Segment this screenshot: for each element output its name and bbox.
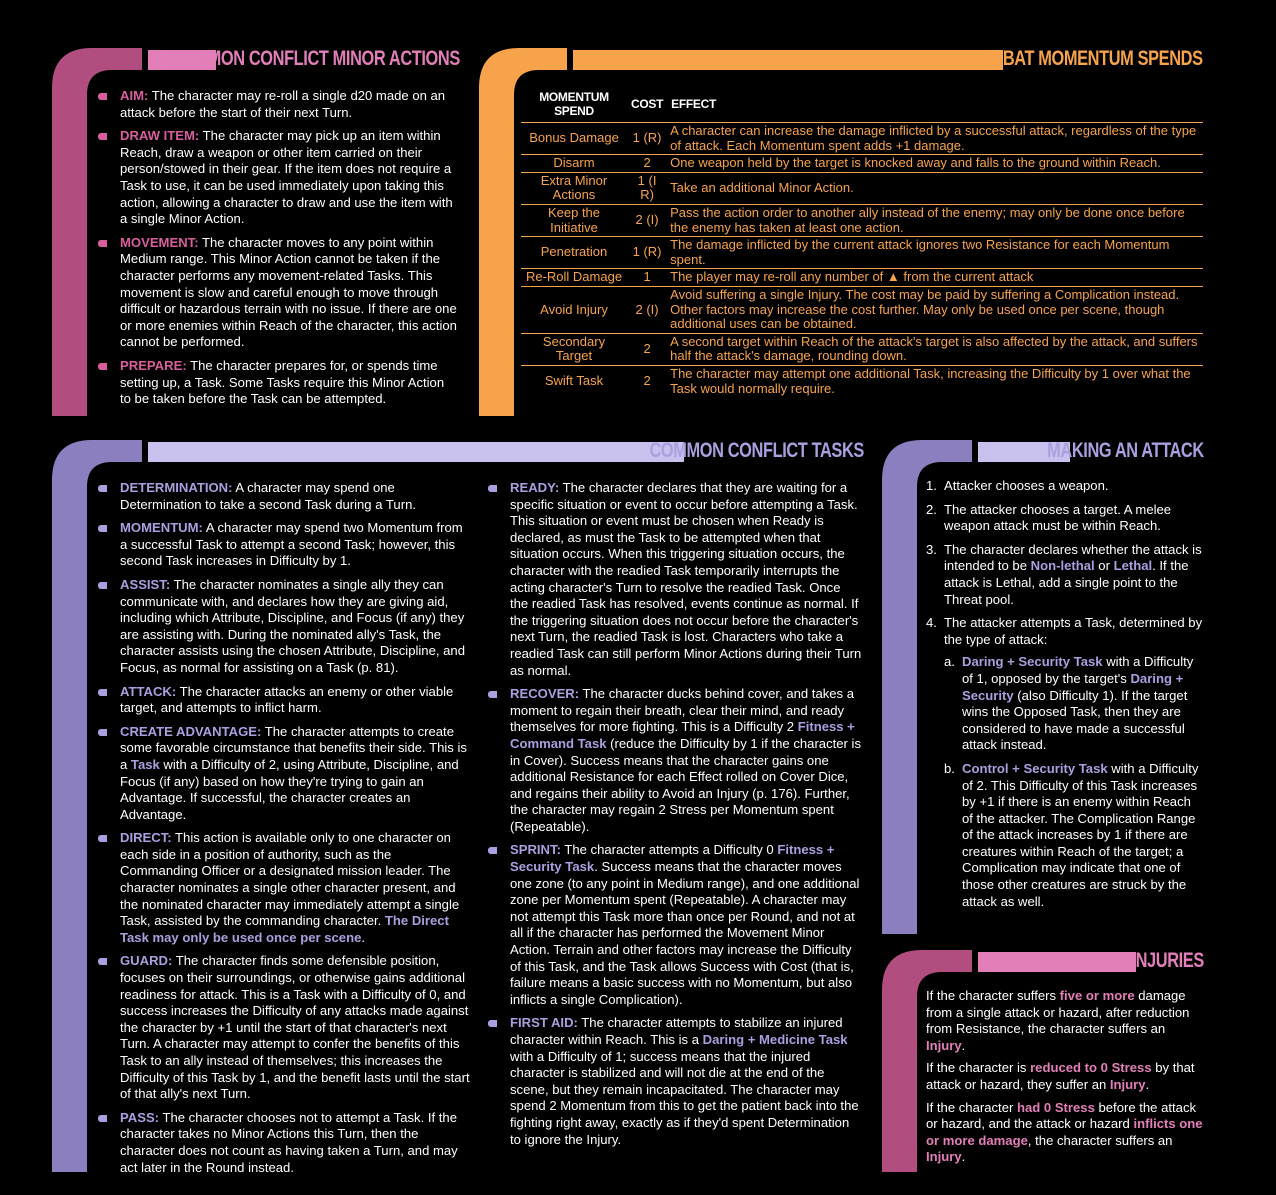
momentum-cost: 1 (R) [627, 123, 667, 155]
conflict-tasks-right-column [488, 480, 862, 1155]
conflict-task-item [98, 724, 472, 824]
conflict-task-name: READY: [510, 480, 560, 495]
momentum-cost: 2 [627, 155, 667, 173]
highlight-text: reduced to 0 Stress [1030, 1060, 1152, 1076]
body-text: with a Difficulty of 1; success means that the injured character is stabilized and will not die at the end of the scene, but they remain incapacitated. The character may spend 2 Momentum from this to get the patient back into the fighting right away, exactly as if they'd spent Determination to ignore the Injury. [510, 1048, 859, 1147]
body-text: This action is available only to one character on each side in a position of authority, such as the Commanding Officer or a designated mission leader. The character nominates a single other character present, and the nominated character may immediately attempt a single Task, assisted by the commanding character. [120, 830, 460, 929]
bullet-icon [98, 729, 107, 736]
body-text: . [1145, 1076, 1150, 1092]
momentum-effect: A character can increase the damage inflicted by a successful attack, regardless of the type of attack. Each Momentum spent adds +1 damage. [667, 123, 1203, 155]
momentum-spends-panel [479, 48, 1205, 416]
conflict-task-item [98, 953, 472, 1102]
conflict-task-item [98, 830, 472, 946]
bullet-icon [488, 691, 497, 698]
bullet-icon [98, 133, 107, 140]
bullet-icon [98, 1115, 107, 1122]
minor-actions-title: COMMON CONFLICT MINOR ACTIONS [170, 47, 460, 70]
injuries-body [926, 988, 1204, 1172]
attack-step-number: 1. [926, 478, 937, 493]
conflict-tasks-title: COMMON CONFLICT TASKS [649, 439, 864, 462]
body-text: or [1094, 558, 1114, 574]
conflict-task-item [488, 480, 862, 679]
minor-action-text: The character may pick up an item within Reach, draw a weapon or other item carried on their person/stowed in their gear. If the item does not require a Task to use, it can be used immediately upon taking this action, allowing a character to draw and use the item with a single Minor Action. [120, 128, 453, 227]
conflict-task-item [488, 686, 862, 835]
conflict-task-item [98, 520, 472, 570]
bullet-icon [98, 363, 107, 370]
conflict-task-item [98, 577, 472, 677]
highlight-text: Daring + Security Task [962, 654, 1103, 670]
injuries-title: INJURIES [1131, 949, 1204, 972]
injuries-panel [882, 950, 1206, 1172]
momentum-header-cost: COST [631, 97, 664, 111]
bullet-icon [488, 1020, 497, 1027]
attack-substep-letter: b. [944, 760, 955, 776]
momentum-row [521, 333, 1203, 365]
momentum-effect: The player may re-roll any number of ▲ from the current attack [667, 269, 1203, 287]
body-text: The attacker chooses a target. A melee weapon attack must be within Reach. [944, 501, 1172, 534]
momentum-row [521, 269, 1203, 287]
minor-action-item [98, 88, 458, 121]
momentum-spend-name: Extra Minor Actions [521, 172, 627, 204]
momentum-effect: The damage inflicted by the current attack ignores two Resistance for each Momentum spent. [667, 237, 1203, 269]
momentum-effect: The character may attempt one additional Task, increasing the Difficulty by 1 over what the Task would normally require. [667, 365, 1203, 397]
body-text: The character finds some defensible position, focuses on their surroundings, or otherwise gains additional readiness for attack. This is a Task with a Difficulty of 0, and success increases the Difficulty of any attacks made against the character by +1 until the start of that character's next Turn. A character may attempt to confer the benefits of this Task to an ally instead of themselves; this increases the Difficulty of this Task by 1, and the benefit lasts until the start of that ally's next Turn. [120, 953, 470, 1102]
attack-substep [944, 654, 1204, 754]
body-text: (reduce the Difficulty by 1 if the character is in Cover). Success means that the character gains one additional Resistance for each Effect rolled on Cover Dice, and regains their ability to Avoid an Injury (p. 176). Further, the character may regain 2 Stress per Momentum spent (Repeatable). [510, 735, 862, 834]
momentum-table [521, 88, 1203, 397]
body-text: The character ducks behind cover, and takes a moment to regain their breath, clear their mind, and ready themselves for more fighting. This is a Difficulty 2 [510, 686, 855, 735]
momentum-header-spend: MOMENTUM SPEND [539, 90, 609, 118]
conflict-task-name: FIRST AID: [510, 1015, 578, 1031]
highlight-text: The Direct Task may only be used once per scene [120, 913, 449, 945]
bullet-icon [98, 689, 107, 696]
momentum-row [521, 155, 1203, 173]
attack-step-number: 4. [926, 615, 937, 631]
making-attack-title: MAKING AN ATTACK [1047, 439, 1204, 462]
bullet-icon [488, 847, 497, 854]
conflict-task-item [98, 684, 472, 717]
conflict-task-name: SPRINT: [510, 842, 561, 858]
body-text: Attacker chooses a weapon. [944, 478, 1109, 493]
body-text: The character attempts to stabilize an injured character within Reach. This is a [510, 1015, 843, 1047]
body-text: (also Difficulty 1). If the target wins the Opposed Task, then they are considered to have made a successful attack instead. [962, 687, 1188, 753]
momentum-table-wrap [521, 88, 1203, 397]
body-text: by that attack or hazard, they suffer an [926, 1060, 1195, 1092]
conflict-task-item [98, 480, 472, 513]
conflict-task-name: DETERMINATION: [120, 480, 233, 495]
attack-step-number: 2. [926, 501, 937, 517]
momentum-effect: Take an additional Minor Action. [667, 172, 1203, 204]
minor-action-name: DRAW ITEM: [120, 128, 200, 144]
body-text: with a Difficulty of 2. This Difficulty of this Task increases by +1 if there is an enemy within Reach of the attacker. The Complication Range of the attack increases by 1 if there are creatures within Reach of the target; a Complication may indicate that one of those other creatures are struck by the attack as well. [962, 760, 1199, 909]
body-text: . [961, 1037, 966, 1053]
minor-action-item [98, 358, 458, 408]
conflict-task-name: ATTACK: [120, 683, 177, 699]
attack-step-list [926, 478, 1204, 910]
minor-action-text: The character prepares for, or spends time setting up, a Task. Some Tasks require this Minor Action to be taken before the Task can be attempted. [120, 357, 445, 407]
body-text: with a Difficulty of 2, using Attribute, Discipline, and Focus (if any) based on how they're trying to gain an Advantage. If successful, the character creates an Advantage. [120, 756, 459, 822]
momentum-spend-name: Secondary Target [521, 333, 627, 365]
body-text: The character declares whether the attack is intended to be [944, 541, 1202, 574]
highlight-text: Daring + Security [962, 670, 1184, 703]
momentum-spend-name: Re-Roll Damage [521, 269, 627, 287]
body-text: The character chooses not to attempt a Task. If the character takes no Minor Actions this Turn, then the character does not count as having taken a Turn, and may act later in the Round instead. [120, 1109, 458, 1175]
minor-action-text: The character moves to any point within Medium range. This Minor Action cannot be taken if the character performs any movement-related Tasks. This movement is slow and careful enough to move through difficult or hazardous terrain with no issue. If there are one or more enemies within Reach of the character, this action cannot be performed. [120, 234, 457, 350]
minor-actions-items [98, 88, 458, 408]
highlight-text: inflicts one or more damage [926, 1116, 1203, 1148]
momentum-effect: Pass the action order to another ally instead of the enemy; may only be done once before the enemy has taken at least one action. [667, 204, 1203, 236]
body-text: . [961, 1149, 966, 1165]
momentum-spend-name: Bonus Damage [521, 123, 627, 155]
momentum-spend-name: Swift Task [521, 365, 627, 397]
momentum-spend-name: Avoid Injury [521, 286, 627, 333]
conflict-task-name: PASS: [120, 1109, 160, 1125]
injury-rule [926, 988, 1204, 1054]
body-text: A character may spend two Momentum from a successful Task to attempt a second Task; however, this second Task increases in Difficulty by 1. [120, 520, 463, 569]
body-text: damage from a single attack or hazard, after reduction from Resistance, the character suffers an [926, 988, 1190, 1037]
momentum-cost: 1 (I R) [627, 172, 667, 204]
minor-actions-list [98, 88, 458, 415]
minor-action-name: MOVEMENT: [120, 234, 199, 250]
bullet-icon [98, 525, 107, 532]
body-text: The character nominates a single ally they can communicate with, and declares how they are giving aid, including which Attribute, Discipline, and Focus (if any) they are assisting with. During the nominated ally's Task, the character assists using the chosen Attribute, Discipline, and Focus, as normal for assisting on a Task (p. 81). [120, 576, 465, 675]
momentum-row [521, 123, 1203, 155]
minor-actions-panel [52, 48, 472, 416]
momentum-effect: A second target within Reach of the attack's target is also affected by the attack, and suffers half the attack's damage, rounding down. [667, 333, 1203, 365]
highlight-text: Injury [926, 1149, 962, 1165]
highlight-text: Daring + Medicine Task [702, 1032, 848, 1047]
minor-action-text: The character may re-roll a single d20 made on an attack before the start of their next Turn. [120, 88, 446, 120]
body-text: The attacker attempts a Task, determined by the type of attack: [944, 615, 1203, 647]
bullet-icon [98, 485, 107, 492]
body-text: before the attack or hazard, and the attack or hazard [926, 1099, 1197, 1132]
momentum-cost: 1 (R) [627, 237, 667, 269]
injury-rule [926, 1060, 1204, 1093]
body-text: The character attacks an enemy or other viable target, and attempts to inflict harm. [120, 683, 454, 716]
bullet-icon [98, 835, 107, 842]
bullet-icon [488, 485, 497, 492]
highlight-text: Injury [926, 1037, 962, 1053]
conflict-tasks-panel [52, 439, 868, 1175]
attack-step [926, 542, 1204, 608]
body-text: The character attempts to create some favorable circumstance that benefits their side. This is a [120, 723, 467, 772]
highlight-text: had 0 Stress [1016, 1099, 1095, 1115]
minor-action-item [98, 235, 458, 351]
conflict-task-name: MOMENTUM: [120, 520, 203, 536]
highlight-text: Injury [1109, 1076, 1146, 1092]
momentum-effect: Avoid suffering a single Injury. The cost may be paid by suffering a Complication instead. Other factors may increase the cost further. May only be used once per scene, though additional uses can be obtained. [667, 286, 1203, 333]
body-text: A character may spend one Determination to take a second Task during a Turn. [120, 480, 416, 512]
attack-step [926, 615, 1204, 910]
conflict-task-name: RECOVER: [510, 686, 580, 702]
body-text: , the character suffers an [1027, 1132, 1173, 1148]
making-attack-panel [882, 440, 1206, 934]
highlight-text: Task [130, 756, 160, 772]
body-text: The character attempts a Difficulty 0 [560, 842, 778, 858]
conflict-task-item [488, 842, 862, 1008]
body-text: . [361, 929, 366, 945]
momentum-title: COMBAT MOMENTUM SPENDS [966, 47, 1203, 70]
minor-action-item [98, 128, 458, 228]
highlight-text: five or more [1059, 988, 1135, 1003]
momentum-cost: 2 [627, 365, 667, 397]
conflict-task-items [98, 480, 472, 1176]
momentum-effect: One weapon held by the target is knocked away and falls to the ground within Reach. [667, 155, 1203, 173]
attack-substep [944, 761, 1204, 910]
momentum-spend-name: Penetration [521, 237, 627, 269]
momentum-row [521, 365, 1203, 397]
momentum-row [521, 237, 1203, 269]
making-attack-steps [926, 478, 1204, 917]
injury-rule [926, 1100, 1204, 1166]
conflict-task-name: CREATE ADVANTAGE: [120, 723, 262, 739]
body-text: . Success means that the character moves one zone (to any point in Medium range), and one additional zone per Momentum spent (Repeatable). A character may not attempt this Task more than once per Round, and not at all if the character has performed the Movement Minor Action. Terrain and other factors may increase the Difficulty of this Task, and the Task allows Success with Cost (that is, failure means a basic success with no Momentum, but also inflicts a single Complication). [510, 859, 860, 1007]
momentum-header-effect: EFFECT [671, 97, 717, 111]
attack-step [926, 478, 1204, 495]
conflict-task-items [488, 480, 862, 1148]
highlight-text: Non-lethal [1030, 558, 1095, 574]
body-text: If the character [926, 1099, 1017, 1115]
attack-substep-letter: a. [944, 654, 955, 670]
attack-step-number: 3. [926, 541, 937, 557]
body-text: with a Difficulty of 1, opposed by the target's [962, 654, 1194, 686]
body-text: If the character is [926, 1060, 1031, 1076]
conflict-tasks-left-column [98, 480, 472, 1183]
attack-step [926, 502, 1204, 535]
momentum-cost: 2 (I) [627, 204, 667, 236]
bullet-icon [98, 582, 107, 589]
momentum-cost: 1 [627, 269, 667, 287]
bullet-icon [98, 958, 107, 965]
momentum-row [521, 286, 1203, 333]
momentum-spend-name: Keep the Initiative [521, 204, 627, 236]
body-text: The character declares that they are waiting for a specific situation or event to occur before attempting a Task. This situation or event must be chosen when Ready is declared, as must the Task to be attempted when that situation occurs. When this triggering situation occurs, the character with the readied Task temporarily interrupts the acting character's Turn to resolve the readied Task. Once the readied Task has resolved, events continue as normal. If the triggering situation does not occur before the character's next Turn, the readied Task is lost. Characters who take a readied Task can still perform Minor Actions during their Turn as normal. [510, 480, 862, 678]
conflict-task-item [488, 1015, 862, 1148]
body-text: . If the attack is Lethal, add a single point to the Threat pool. [944, 558, 1189, 607]
conflict-task-name: DIRECT: [120, 830, 172, 846]
highlight-text: Fitness + Security Task [510, 842, 835, 875]
highlight-text: Fitness + Command Task [510, 719, 855, 751]
momentum-row [521, 204, 1203, 236]
attack-substep-list [944, 654, 1204, 910]
minor-action-name: AIM: [120, 88, 149, 103]
momentum-cost: 2 (I) [627, 286, 667, 333]
highlight-text: Lethal [1113, 558, 1153, 574]
bullet-icon [98, 240, 107, 247]
highlight-text: Control + Security Task [962, 760, 1108, 776]
body-text: If the character suffers [926, 988, 1060, 1003]
momentum-cost: 2 [627, 333, 667, 365]
conflict-task-name: GUARD: [120, 953, 173, 969]
momentum-spend-name: Disarm [521, 155, 627, 173]
minor-action-name: PREPARE: [120, 357, 187, 373]
conflict-task-name: ASSIST: [120, 576, 171, 592]
momentum-row [521, 172, 1203, 204]
conflict-task-item [98, 1110, 472, 1176]
bullet-icon [98, 93, 107, 100]
